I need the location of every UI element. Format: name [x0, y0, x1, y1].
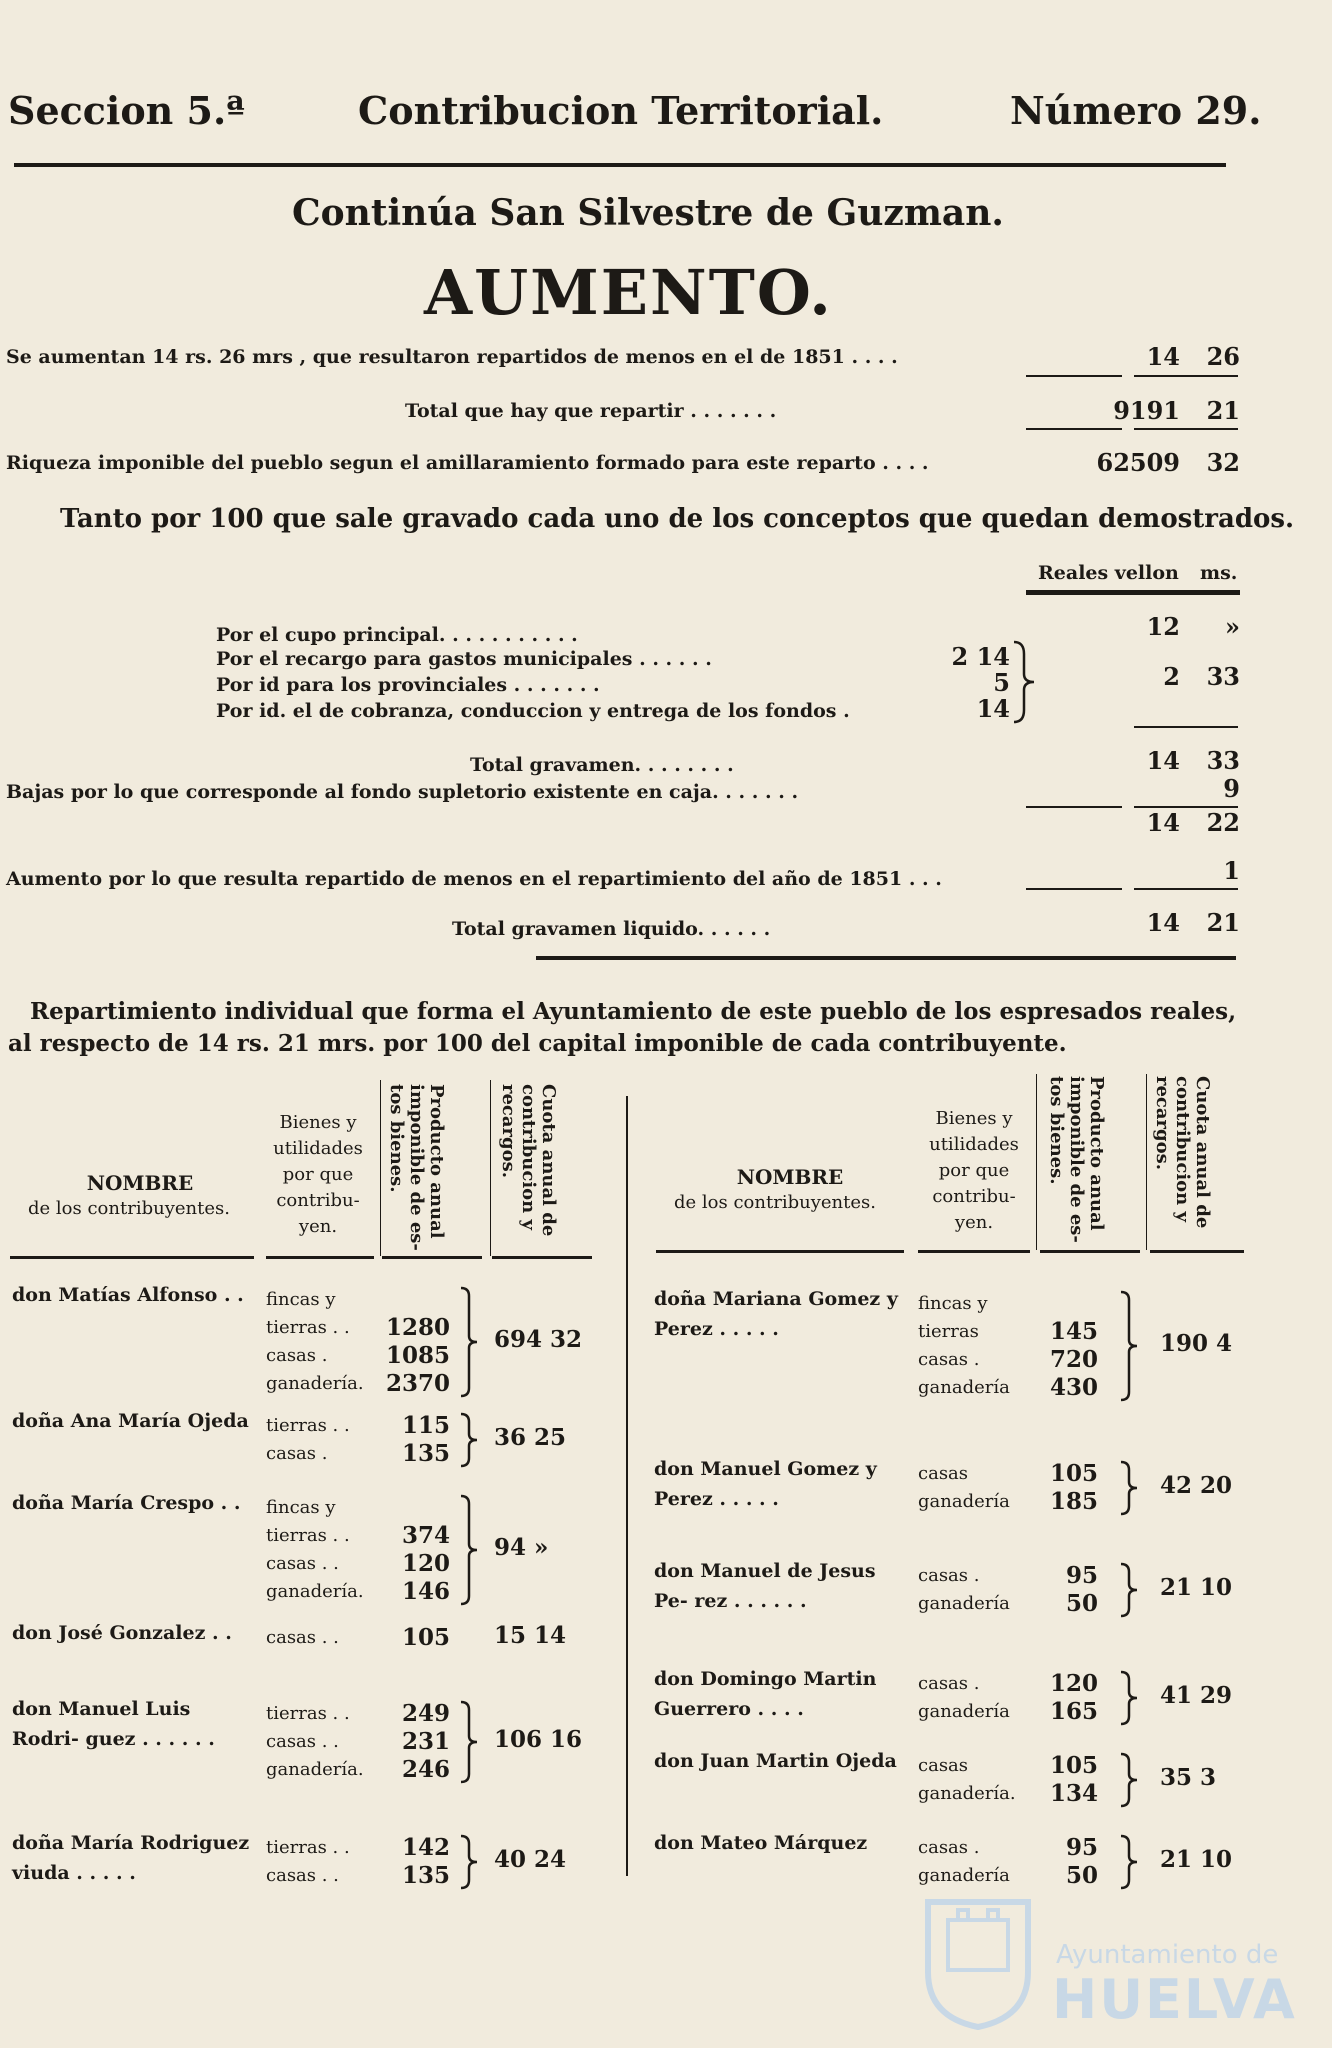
summary-rule — [1134, 428, 1238, 430]
product-values — [380, 1834, 450, 1890]
property-type: ganadería — [918, 1377, 1010, 1398]
cuota-header: Cuota anual de contribucion y recargos. — [498, 1084, 559, 1237]
product-value: 134 — [1049, 1780, 1098, 1807]
property-type: fincas y — [266, 1289, 336, 1310]
concept-inner-value: 2 14 — [951, 642, 1010, 671]
quota-value: 15 14 — [494, 1622, 567, 1649]
quota-value: 40 24 — [494, 1846, 567, 1873]
entry-brace — [458, 1494, 482, 1606]
entry-brace — [458, 1700, 482, 1784]
product-values — [1028, 1670, 1098, 1726]
total-liquido-reales: 14 — [1146, 908, 1180, 937]
property-type: ganadería — [918, 1593, 1010, 1614]
center-divider — [626, 1096, 628, 1876]
town-title: Continúa San Silvestre de Guzman. — [292, 192, 1004, 234]
product-value: 720 — [1049, 1346, 1098, 1373]
watermark-line2: HUELVA — [1052, 1968, 1297, 2031]
property-types — [918, 1752, 1016, 1808]
header-rule — [1040, 1250, 1140, 1253]
contributor-name: don Manuel Gomez y Perez . . . . . — [654, 1458, 877, 1510]
contributor-name: don Mateo Márquez — [654, 1832, 868, 1854]
product-value: 120 — [401, 1550, 450, 1577]
property-type: casas . — [266, 1443, 328, 1464]
aumento-line-ms: 1 — [1223, 856, 1240, 885]
summary-reales: 9191 — [1113, 396, 1180, 425]
contributor-name: don Matías Alfonso . . — [12, 1284, 244, 1306]
header-rule — [10, 1256, 254, 1259]
quota-value: 106 16 — [494, 1726, 583, 1753]
product-value: 145 — [1049, 1318, 1098, 1345]
product-value: 50 — [1065, 1590, 1098, 1617]
header-rule — [918, 1250, 1030, 1253]
contributor-name: doña Ana María Ojeda — [12, 1410, 249, 1432]
product-value: 135 — [401, 1862, 450, 1889]
property-type: casas . — [918, 1837, 980, 1858]
contributor-name: don Juan Martin Ojeda — [654, 1750, 897, 1772]
property-type: tierras . . — [266, 1415, 350, 1436]
bajas-rule — [1026, 806, 1122, 808]
property-type: casas . . — [266, 1627, 339, 1648]
product-value — [380, 1286, 450, 1314]
recargos-brace — [1010, 640, 1040, 724]
aumento-rule — [1026, 888, 1122, 890]
contributor-name: don José Gonzalez . . — [12, 1622, 232, 1644]
entry-brace — [1118, 1752, 1142, 1808]
property-type: casas . — [266, 1345, 328, 1366]
product-value — [1028, 1290, 1098, 1318]
property-type: ganadería — [918, 1701, 1010, 1722]
concept-ms: » — [1225, 612, 1240, 641]
product-value: 430 — [1049, 1374, 1098, 1401]
product-values — [1028, 1834, 1098, 1890]
product-value: 142 — [401, 1834, 450, 1861]
property-type: casas — [918, 1755, 969, 1776]
summary-reales: 62509 — [1096, 448, 1180, 477]
quota-value: 35 3 — [1160, 1764, 1217, 1791]
product-value: 120 — [1049, 1670, 1098, 1697]
property-types — [918, 1834, 1010, 1890]
header-rule — [382, 1256, 482, 1259]
contributor-name: doña María Crespo . . — [12, 1492, 241, 1514]
nombre-header: NOMBRE — [736, 1165, 844, 1189]
product-value: 165 — [1049, 1698, 1098, 1725]
nombre-subheader: de los contribuyentes. — [28, 1198, 230, 1219]
product-values — [380, 1700, 450, 1784]
property-type: casas . . — [266, 1553, 339, 1574]
subtotal-ms: 22 — [1206, 808, 1240, 837]
product-values — [380, 1286, 450, 1398]
quota-value: 21 10 — [1160, 1846, 1233, 1873]
concept-reales: 12 — [1146, 612, 1180, 641]
quota-value: 21 10 — [1160, 1574, 1233, 1601]
product-value: 185 — [1049, 1488, 1098, 1515]
property-type: fincas y — [266, 1497, 336, 1518]
quota-value: 94 » — [494, 1534, 549, 1561]
product-value: 105 — [1049, 1460, 1098, 1487]
column-divider — [380, 1080, 381, 1256]
concept-label: Por el recargo para gastos municipales . . . . . . — [216, 648, 712, 670]
property-types — [266, 1412, 350, 1468]
contributor-name: don Manuel de Jesus Pe- rez . . . . . . — [654, 1560, 876, 1612]
entry-brace — [1118, 1460, 1142, 1516]
summary-text: Se aumentan 14 rs. 26 mrs , que resultaron repartidos de menos en el de 1851 . . . . — [6, 346, 898, 368]
product-values — [1028, 1562, 1098, 1618]
subtotal-reales: 14 — [1146, 808, 1180, 837]
header-rule — [1150, 1250, 1244, 1253]
property-types — [918, 1562, 1010, 1618]
producto-header: Producto anual imponible de es- tos bienes. — [386, 1084, 447, 1251]
header-rule — [14, 163, 1226, 167]
property-types — [266, 1700, 364, 1784]
product-value: 50 — [1065, 1862, 1098, 1889]
product-values — [380, 1412, 450, 1468]
recargos-ms: 33 — [1206, 662, 1240, 691]
producto-header: Producto anual imponible de es- tos bienes. — [1046, 1076, 1107, 1243]
contributor-name: doña María Rodriguez viuda . . . . . — [12, 1832, 250, 1884]
total-gravamen-label: Total gravamen. . . . . . . . — [470, 754, 734, 776]
total-gravamen-ms: 33 — [1206, 746, 1240, 775]
summary-text: Total que hay que repartir . . . . . . . — [405, 400, 777, 422]
summary-rule — [1026, 375, 1122, 377]
concept-label: Por id para los provinciales . . . . . . . — [216, 674, 600, 696]
repartimiento-heading: al respecto de 14 rs. 21 mrs. por 100 del capital imponible de cada contribuyente. — [8, 1030, 1067, 1057]
summary-mrs: 32 — [1206, 448, 1240, 477]
bienes-header: Bienes y utilidades por que contribu- yen. — [273, 1112, 363, 1237]
quota-value: 694 32 — [494, 1326, 583, 1353]
contributor-name: don Manuel Luis Rodri- guez . . . . . . — [12, 1698, 215, 1750]
section-label: Seccion 5.ª — [8, 88, 245, 133]
entry-brace — [458, 1834, 482, 1890]
property-type: casas . — [918, 1673, 980, 1694]
product-values — [1028, 1290, 1098, 1402]
property-type: tierras . . — [266, 1703, 350, 1724]
page-number: Número 29. — [1010, 88, 1262, 133]
summary-rule — [1134, 375, 1238, 377]
nombre-subheader: de los contribuyentes. — [674, 1192, 876, 1213]
bajas-label: Bajas por lo que corresponde al fondo supletorio existente en caja. . . . . . . — [6, 781, 799, 803]
nombre-header: NOMBRE — [86, 1171, 194, 1195]
product-value: 246 — [401, 1756, 450, 1783]
property-type: ganadería — [918, 1865, 1010, 1886]
product-value: 1085 — [385, 1342, 450, 1369]
total-liquido-ms: 21 — [1206, 908, 1240, 937]
contributor-name: doña Mariana Gomez y Perez . . . . . — [654, 1288, 898, 1340]
product-value: 95 — [1065, 1562, 1098, 1589]
concept-inner-value: 14 — [976, 694, 1010, 723]
bajas-ms: 9 — [1223, 774, 1240, 803]
repartimiento-heading: Repartimiento individual que forma el Ayuntamiento de este pueblo de los espresados reales, — [30, 998, 1237, 1025]
property-types — [918, 1290, 1010, 1402]
tanto-heading: Tanto por 100 que sale gravado cada uno de los conceptos que quedan demostrados. — [60, 504, 1295, 534]
col-ms-header: ms. — [1200, 562, 1238, 584]
bienes-header: Bienes y utilidades por que contribu- yen. — [929, 1108, 1019, 1233]
entry-brace — [1118, 1670, 1142, 1726]
concepts-rule — [1134, 726, 1238, 728]
summary-mrs: 26 — [1206, 342, 1240, 371]
product-value: 374 — [401, 1522, 450, 1549]
page-title: Contribucion Territorial. — [358, 88, 884, 133]
product-value: 146 — [401, 1578, 450, 1605]
quota-value: 36 25 — [494, 1424, 567, 1451]
aumento-rule — [1134, 888, 1238, 890]
property-type: tierras . . — [266, 1525, 350, 1546]
aumento-line-label: Aumento por lo que resulta repartido de menos en el repartimiento del año de 1851 . . . — [6, 868, 942, 890]
entry-brace — [1118, 1290, 1142, 1402]
summary-text: Riqueza imponible del pueblo segun el amillaramiento formado para este reparto . . . . — [6, 452, 929, 474]
property-type: casas . . — [266, 1865, 339, 1886]
property-type: tierras . . — [266, 1317, 350, 1338]
property-type: tierras — [918, 1321, 979, 1342]
product-value: 231 — [401, 1728, 450, 1755]
property-type: tierras . . — [266, 1837, 350, 1858]
product-value: 105 — [1049, 1752, 1098, 1779]
property-type: ganadería — [918, 1491, 1010, 1512]
summary-mrs: 21 — [1206, 396, 1240, 425]
product-values — [1028, 1460, 1098, 1516]
property-type: fincas y — [918, 1293, 988, 1314]
entry-brace — [1118, 1562, 1142, 1618]
concept-inner-value: 5 — [993, 668, 1010, 697]
property-type: ganadería. — [266, 1581, 364, 1602]
quota-value: 190 4 — [1160, 1330, 1233, 1357]
header-rule — [492, 1256, 592, 1259]
concept-label: Por el cupo principal. . . . . . . . . . . — [216, 624, 578, 646]
section-end-rule — [536, 956, 1236, 960]
concept-label: Por id. el de cobranza, conduccion y entrega de los fondos . — [216, 700, 850, 722]
column-divider — [490, 1080, 491, 1256]
product-value: 2370 — [385, 1370, 450, 1397]
recargos-reales: 2 — [1163, 662, 1180, 691]
col-reales-header: Reales vellon — [1038, 562, 1179, 584]
property-types — [266, 1624, 339, 1652]
property-type: casas . — [918, 1565, 980, 1586]
property-types — [918, 1460, 1010, 1516]
entry-brace — [458, 1286, 482, 1398]
product-value: 249 — [401, 1700, 450, 1727]
product-value: 105 — [401, 1624, 450, 1651]
product-value: 1280 — [385, 1314, 450, 1341]
property-type: ganadería. — [918, 1783, 1016, 1804]
column-divider — [1146, 1074, 1147, 1250]
entry-brace — [458, 1412, 482, 1468]
property-type: ganadería. — [266, 1373, 364, 1394]
product-values — [380, 1494, 450, 1606]
total-gravamen-reales: 14 — [1146, 746, 1180, 775]
product-value: 135 — [401, 1440, 450, 1467]
summary-reales: 14 — [1146, 342, 1180, 371]
property-type: ganadería. — [266, 1759, 364, 1780]
property-types — [266, 1494, 364, 1606]
col-header-rule — [1026, 590, 1240, 595]
property-types — [266, 1834, 350, 1890]
property-type: casas . — [918, 1349, 980, 1370]
cuota-header: Cuota anual de contribucion y recargos. — [1152, 1076, 1213, 1229]
entry-brace — [1118, 1834, 1142, 1890]
quota-value: 42 20 — [1160, 1472, 1233, 1499]
product-values — [1028, 1752, 1098, 1808]
product-value: 115 — [401, 1412, 450, 1439]
total-liquido-label: Total gravamen liquido. . . . . . — [452, 918, 771, 940]
quota-value: 41 29 — [1160, 1682, 1233, 1709]
product-values — [380, 1624, 450, 1652]
header-rule — [656, 1250, 904, 1253]
product-value — [380, 1494, 450, 1522]
watermark-line1: Ayuntamiento de — [1056, 1940, 1279, 1970]
coat-of-arms-icon — [918, 1892, 1038, 2032]
aumento-title: AUMENTO. — [424, 256, 833, 329]
property-types — [918, 1670, 1010, 1726]
property-types — [266, 1286, 364, 1398]
property-type: casas . . — [266, 1731, 339, 1752]
contributor-name: don Domingo Martin Guerrero . . . . — [654, 1668, 877, 1720]
property-type: casas — [918, 1463, 969, 1484]
header-rule — [266, 1256, 374, 1259]
column-divider — [1036, 1074, 1037, 1250]
product-value: 95 — [1065, 1834, 1098, 1861]
summary-rule — [1026, 428, 1122, 430]
